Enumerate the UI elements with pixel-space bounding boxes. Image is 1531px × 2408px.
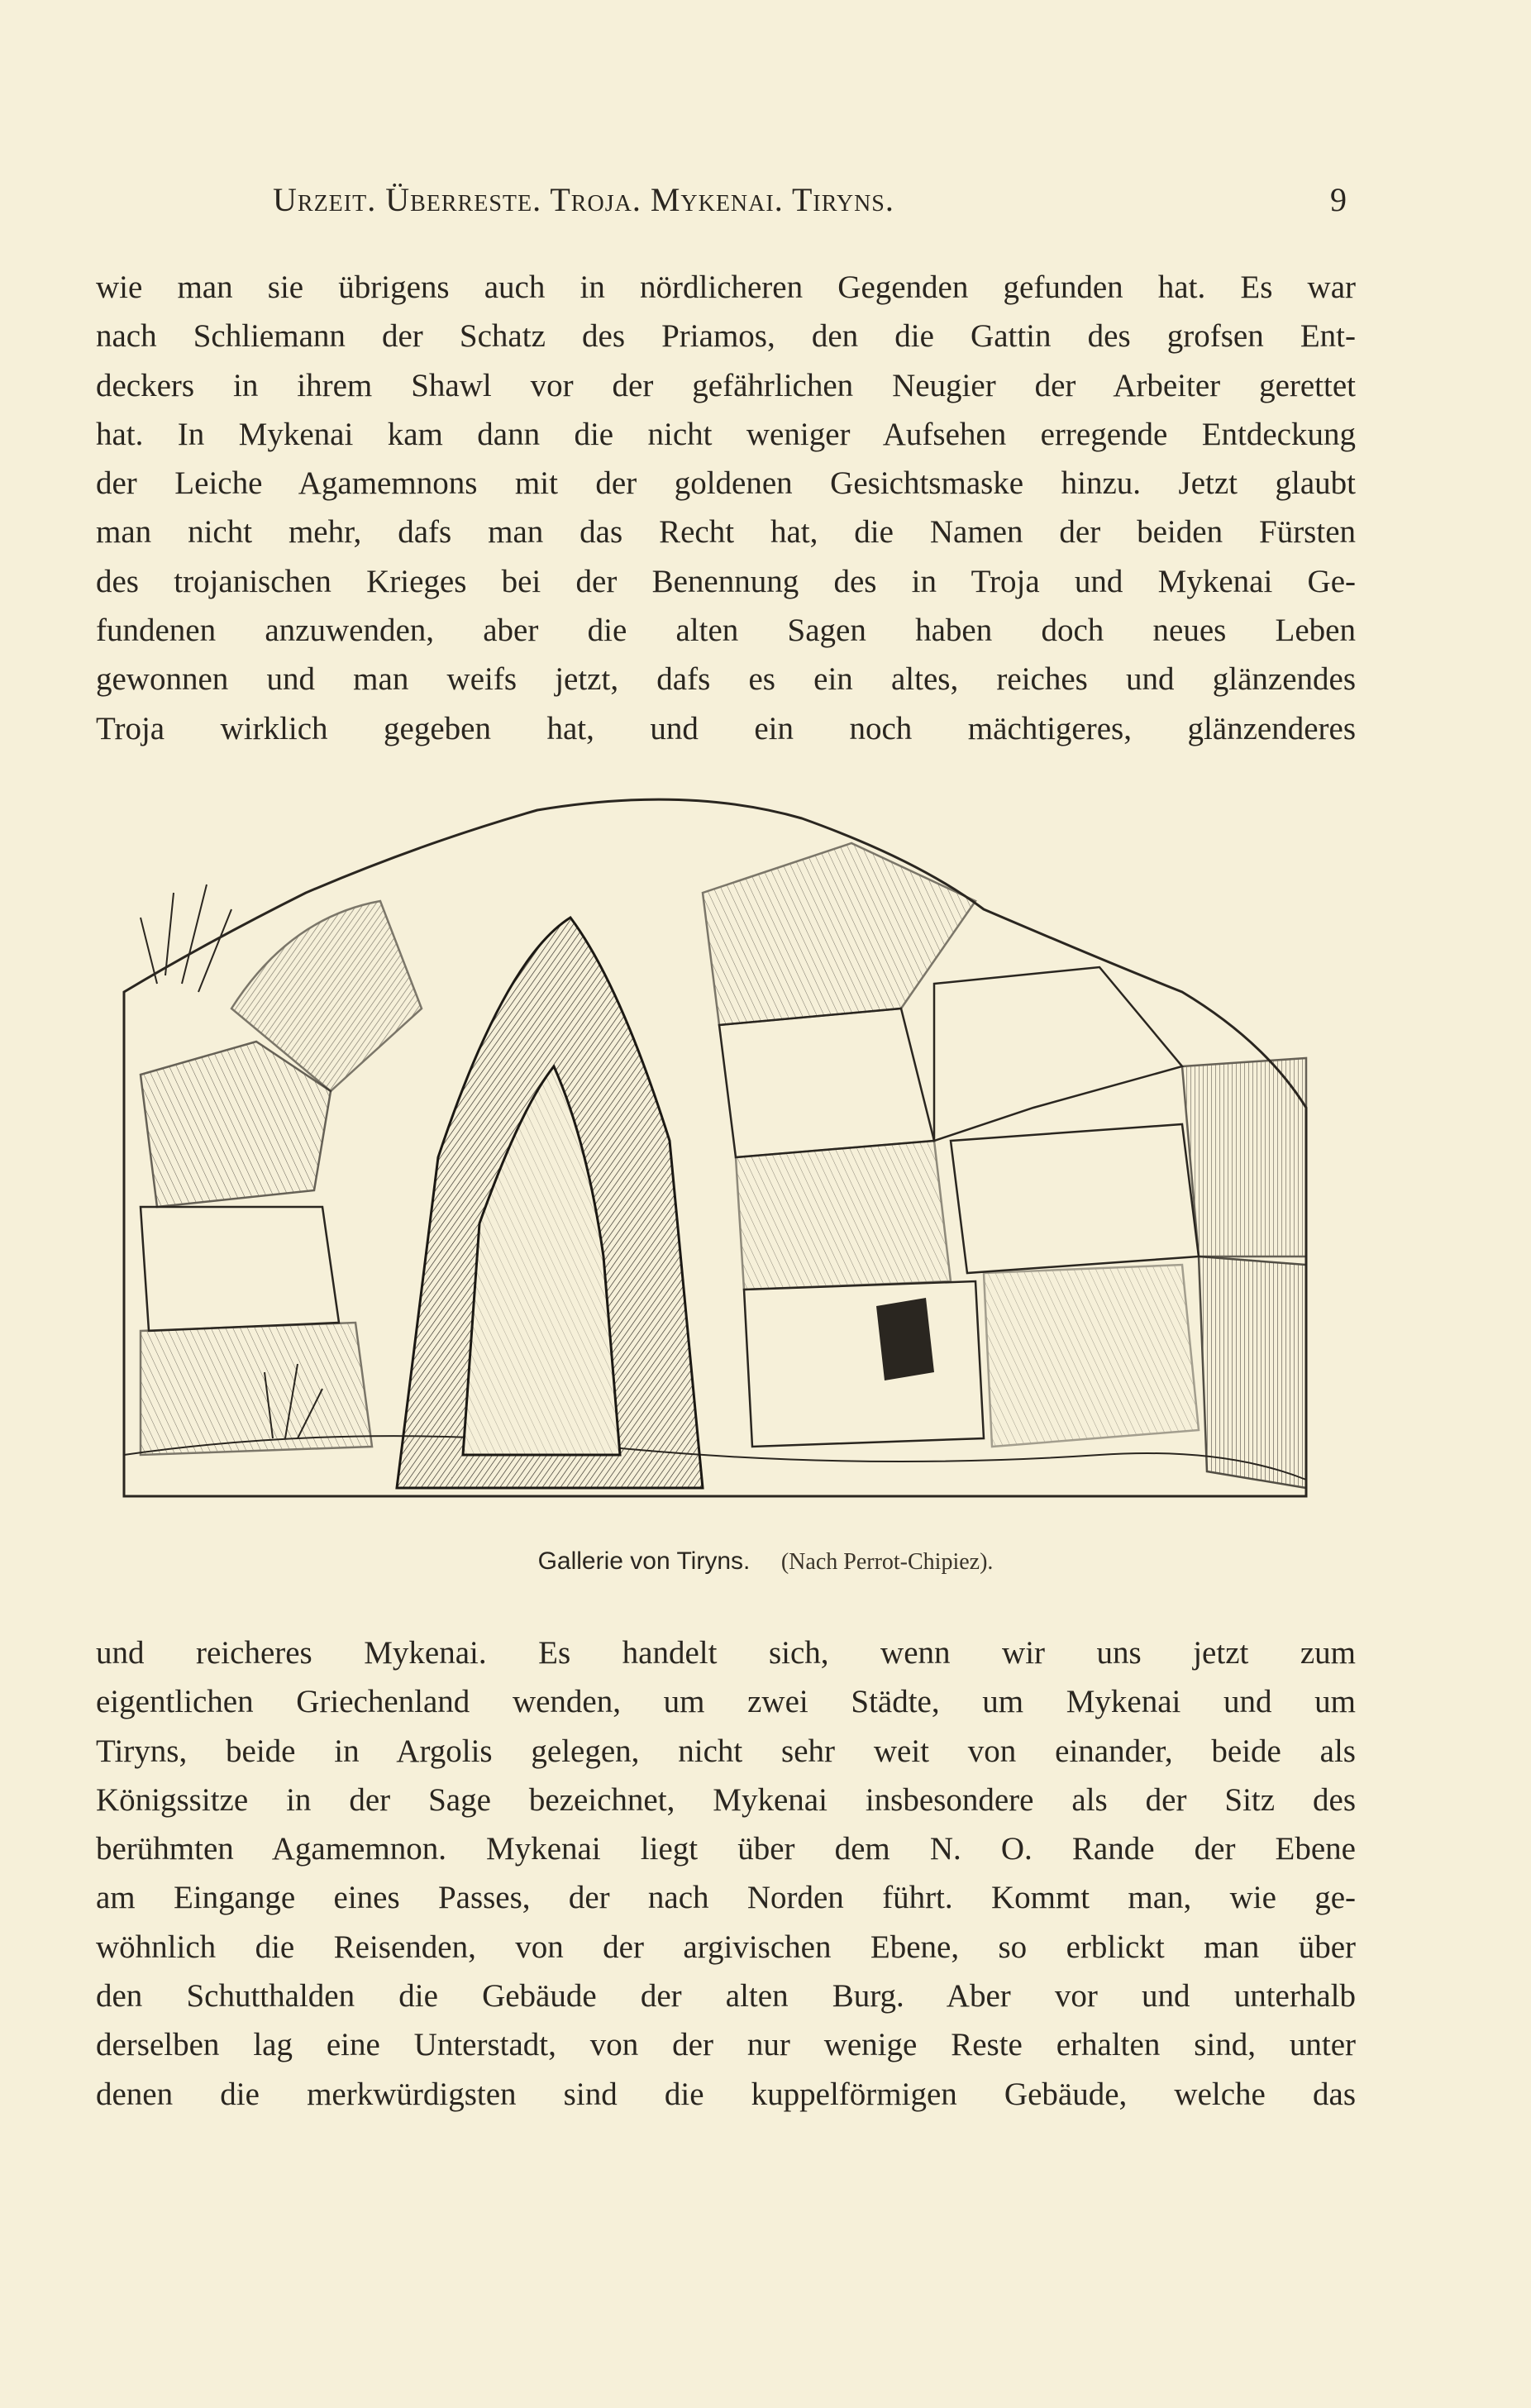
text-line: der Leiche Agamemnons mit der goldenen Gesichtsmaske hinzu. Jetzt glaubt [96, 465, 1356, 502]
text-line: nach Schliemann der Schatz des Priamos, den die Gattin des grofsen Ent- [96, 318, 1356, 355]
illustration-tiryns-gallery [107, 794, 1323, 1521]
text-line: wie man sie übrigens auch in nördlicheren Gegenden gefunden hat. Es war [96, 269, 1356, 305]
text-line: Tiryns, beide in Argolis gelegen, nicht sehr weit von einander, beide als [96, 1733, 1356, 1769]
engraving-image [107, 794, 1323, 1521]
text-line: Königssitze in der Sage bezeichnet, Mykenai insbesondere als der Sitz des [96, 1781, 1356, 1818]
text-line: denen die merkwürdigsten sind die kuppelförmigen Gebäude, welche das [96, 2076, 1356, 2112]
caption-title: Gallerie von Tiryns. [537, 1547, 751, 1575]
text-line: und reicheres Mykenai. Es handelt sich, wenn wir uns jetzt zum [96, 1635, 1356, 1671]
text-line: eigentlichen Griechenland wenden, um zwei Städte, um Mykenai und um [96, 1684, 1356, 1720]
text-line: deckers in ihrem Shawl vor der gefährlichen Neugier der Arbeiter gerettet [96, 367, 1356, 403]
text-line: am Eingange eines Passes, der nach Norden führt. Kommt man, wie ge- [96, 1880, 1356, 1916]
paragraph-bottom [96, 1628, 1356, 2119]
text-line: hat. In Mykenai kam dann die nicht weniger Aufsehen erregende Entdeckung [96, 416, 1356, 452]
text-line: Troja wirklich gegeben hat, und ein noch mächtigeres, glänzenderes [96, 710, 1356, 746]
text-line: gewonnen und man weifs jetzt, dafs es ein altes, reiches und glänzendes [96, 661, 1356, 698]
text-line: den Schutthalden die Gebäude der alten Burg. Aber vor und unterhalb [96, 1978, 1356, 2015]
page-header [273, 180, 1347, 230]
page-number: 9 [1330, 181, 1347, 218]
running-title: Urzeit. Überreste. Troja. Mykenai. Tiryns. [273, 181, 894, 218]
text-line: man nicht mehr, dafs man das Recht hat, die Namen der beiden Fürsten [96, 514, 1356, 551]
text-line: wöhnlich die Reisenden, von der argivischen Ebene, so erblickt man über [96, 1929, 1356, 1965]
text-line: des trojanischen Krieges bei der Benennung des in Troja und Mykenai Ge- [96, 563, 1356, 599]
text-line: berühmten Agamemnon. Mykenai liegt über dem N. O. Rande der Ebene [96, 1831, 1356, 1867]
text-line: derselben lag eine Unterstadt, von der nur wenige Reste erhalten sind, unter [96, 2027, 1356, 2063]
figure-caption [0, 1547, 1531, 1576]
text-line: fundenen anzuwenden, aber die alten Sagen haben doch neues Leben [96, 613, 1356, 649]
caption-source: (Nach Perrot-Chipiez). [780, 1549, 994, 1575]
paragraph-top [96, 263, 1356, 753]
